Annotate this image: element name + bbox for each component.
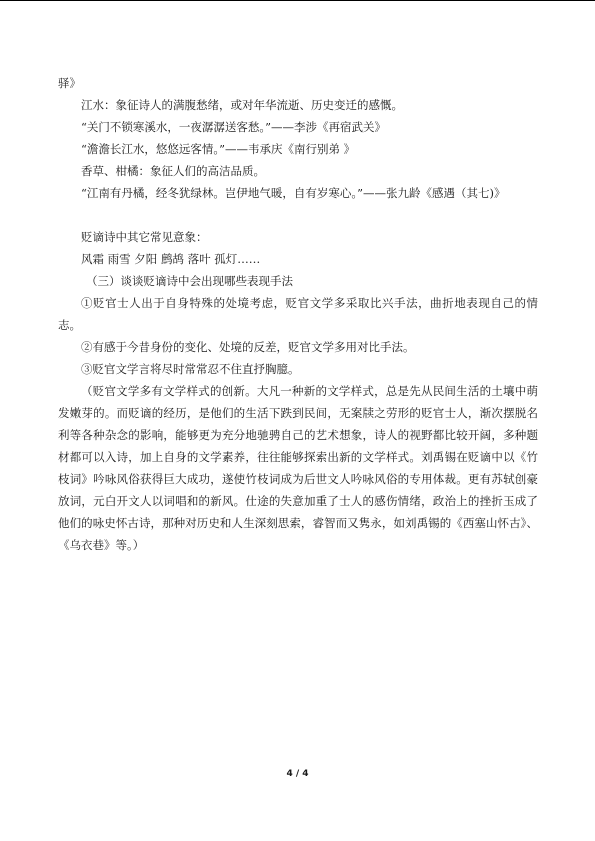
technique-3: ③贬官文学言将尽时常常忍不住直抒胸臆。	[81, 362, 300, 376]
other-imagery-list: 风霜 雨雪 夕阳 鹧鸪 落叶 孤灯……	[81, 252, 261, 266]
page-number: 4 / 4	[286, 769, 309, 779]
document-body	[58, 72, 538, 556]
imagery-jiangshui: 江水：象征诗人的满腹愁绪，或对年华流逝、历史变迁的感慨。	[81, 98, 403, 112]
text-line: 驿》	[58, 76, 81, 90]
technique-1: ①贬官士人出于自身特殊的处境考虑，贬官文学多采取比兴手法，曲折地表现自己的情志。	[58, 296, 538, 332]
innovation-paragraph: （贬官文学多有文学样式的创新。大凡一种新的文学样式，总是先从民间生活的土壤中萌发嫩芽的。而贬谪的经历，是他们的生活下跌到民间，无案牍之劳形的贬官士人，渐次摆脱名利等各种杂念的影响，能够更为充分地驰骋自己的艺术想象，诗人的视野都比较开阔，多种题材都可以入诗，加上自身的文学素养，往往能够探索出新的文学样式。刘禹锡在贬谪中以《竹枝词》吟咏风俗获得巨大成功，遂使竹枝词成为后世文人吟咏风俗的专用体裁。更有苏轼创豪放词，元白开文人以词唱和的新风。仕途的失意加重了士人的感伤情绪，政治上的挫折玉成了他们的咏史怀古诗，那种对历史和人生深刻思索，睿智而又隽永，如刘禹锡的《西塞山怀古》、《乌衣巷》等。）	[58, 384, 538, 552]
imagery-xiangcao-ganju: 香草、柑橘：象征人们的高洁品质。	[81, 164, 265, 178]
quote-zhang-jiuling: “江南有丹橘，经冬犹绿林。岂伊地气暖，自有岁寒心。”——张九龄《感遇（其七)》	[81, 186, 506, 200]
other-imagery-heading: 贬谪诗中其它常见意象：	[81, 230, 208, 244]
top-border-line	[0, 0, 595, 1]
quote-li-she: “关门不锁寒溪水，一夜潺潺送客愁。”——李涉《再宿武关》	[81, 120, 387, 134]
technique-2: ②有感于今昔身份的变化、处境的反差，贬官文学多用对比手法。	[81, 340, 415, 354]
spacer	[58, 204, 538, 226]
quote-wei-chengqing: “澹澹长江水，悠悠远客情。”——韦承庆《南行别弟 》	[81, 142, 356, 156]
section-heading-techniques: （三）谈谈贬谪诗中会出现哪些表现手法	[86, 274, 293, 288]
